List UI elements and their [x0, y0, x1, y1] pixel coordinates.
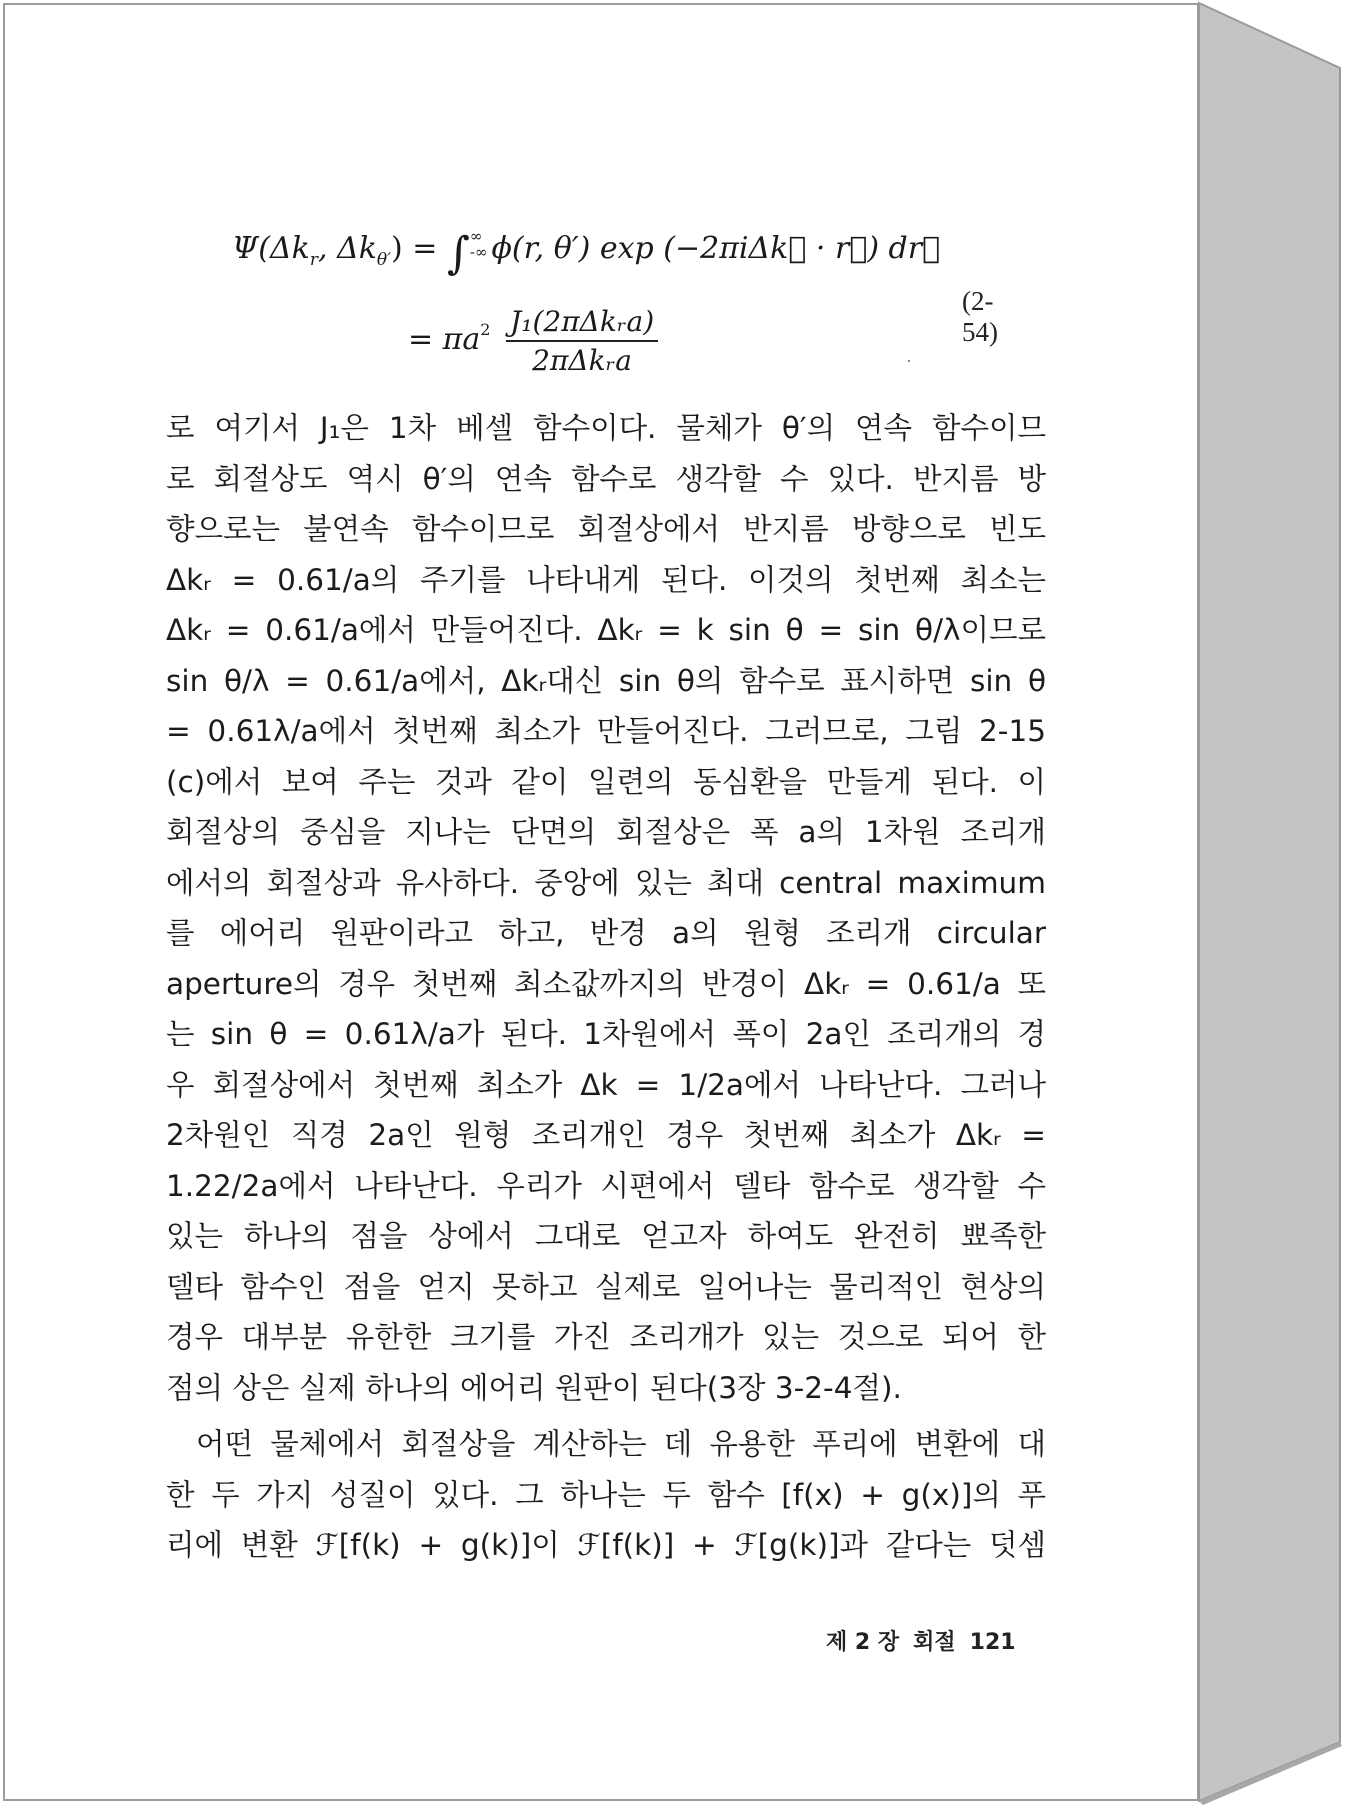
lhs-mid: , Δk: [318, 231, 377, 266]
footer-title: 회절: [913, 1630, 956, 1655]
text-line: aperture의 경우 첫번째 최소값까지의 반경이 Δkᵣ = 0.61/a 또: [166, 966, 1046, 1001]
rhs-prefix: = πa: [408, 322, 481, 357]
fraction-denominator: 2πΔkᵣa: [532, 344, 632, 377]
text-line: 리에 변환 ℱ[f(k) + g(k)]이 ℱ[f(k)] + ℱ[g(k)]과 같다는 덧셈: [166, 1528, 1046, 1562]
text-line: 로 회절상도 역시 θ′의 연속 함수로 생각할 수 있다. 반지름 방: [166, 461, 1046, 496]
lhs-sub-r: r: [309, 250, 318, 270]
text-line: 우 회절상에서 첫번째 최소가 Δk = 1/2a에서 나타난다. 그러나: [166, 1067, 1046, 1102]
running-footer: [826, 1625, 1016, 1656]
speck: [908, 360, 910, 362]
text-line: 1.22/2a에서 나타난다. 우리가 시편에서 델타 함수로 생각할 수: [166, 1168, 1046, 1203]
text-line: 는 sin θ = 0.61λ/a가 된다. 1차원에서 폭이 2a인 조리개의 경: [166, 1017, 1046, 1051]
text-line: 로 여기서 J₁은 1차 베셀 함수이다. 물체가 θ′의 연속 함수이므: [166, 411, 1046, 445]
text-line: 회절상의 중심을 지나는 단면의 회절상은 폭 a의 1차원 조리개: [166, 815, 1046, 849]
equation-lhs: Ψ(Δk: [232, 231, 310, 266]
text-line: 어떤 물체에서 회절상을 계산하는 데 유용한 푸리에 변환에 대: [196, 1427, 1046, 1461]
equation-line-1: [232, 228, 940, 279]
footer-chapter: 제 2 장: [826, 1630, 900, 1655]
equation-line-2: [408, 305, 658, 377]
text-line: Δkᵣ = 0.61/a의 주기를 나타내게 된다. 이것의 첫번째 최소는: [166, 562, 1046, 597]
integral-upper: ∞: [469, 227, 483, 245]
text-line: 에서의 회절상과 유사하다. 중앙에 있는 최대 central maximum: [166, 865, 1046, 900]
text-line: = 0.61λ/a에서 첫번째 최소가 만들어진다. 그러므로, 그림 2-15: [166, 714, 1046, 748]
lhs-sub-theta: θ′: [376, 250, 392, 270]
text-line: 델타 함수인 점을 얻지 못하고 실제로 일어나는 물리적인 현상의: [166, 1269, 1046, 1304]
equation-number: (2-54): [962, 286, 998, 347]
rhs-sup: 2: [480, 320, 491, 339]
text-line: (c)에서 보여 주는 것과 같이 일련의 동심환을 만들게 된다. 이: [166, 764, 1046, 799]
integral-limits: [470, 228, 488, 260]
text-line: 를 에어리 원판이라고 하고, 반경 a의 원형 조리개 circular: [166, 916, 1046, 950]
text-line: 있는 하나의 점을 상에서 그대로 얻고자 하여도 완전히 뾰족한: [166, 1219, 1046, 1253]
text-line: 한 두 가지 성질이 있다. 그 하나는 두 함수 [f(x) + g(x)]의 푸: [166, 1477, 1046, 1512]
lhs-end: ) =: [391, 231, 438, 266]
integral-sign: ∫: [446, 228, 470, 279]
text-line: 경우 대부분 유한한 크기를 가진 조리개가 있는 것으로 되어 한: [166, 1320, 1046, 1354]
text-line: Δkᵣ = 0.61/a에서 만들어진다. Δkᵣ = k sin θ = sin θ/λ이므로: [166, 613, 1046, 647]
page-number: 121: [969, 1630, 1016, 1655]
integral-lower: -∞: [469, 243, 488, 261]
text-line: 점의 상은 실제 하나의 에어리 원판이 된다(3장 3-2-4절).: [166, 1370, 902, 1405]
fraction-numerator: J₁(2πΔkᵣa): [506, 305, 658, 342]
body-text: [166, 403, 1046, 1571]
text-line: sin θ/λ = 0.61/a에서, Δkᵣ대신 sin θ의 함수로 표시하면 sin θ: [166, 663, 1046, 698]
text-line: 2차원인 직경 2a인 원형 조리개인 경우 첫번째 최소가 Δkᵣ =: [166, 1118, 1046, 1152]
integrand: ϕ(r, θ′) exp (−2πiΔk⃗ · r⃗) dr⃗: [491, 231, 941, 266]
bessel-fraction: [506, 305, 658, 377]
text-line: 향으로는 불연속 함수이므로 회절상에서 반지름 방향으로 빈도: [166, 512, 1046, 546]
